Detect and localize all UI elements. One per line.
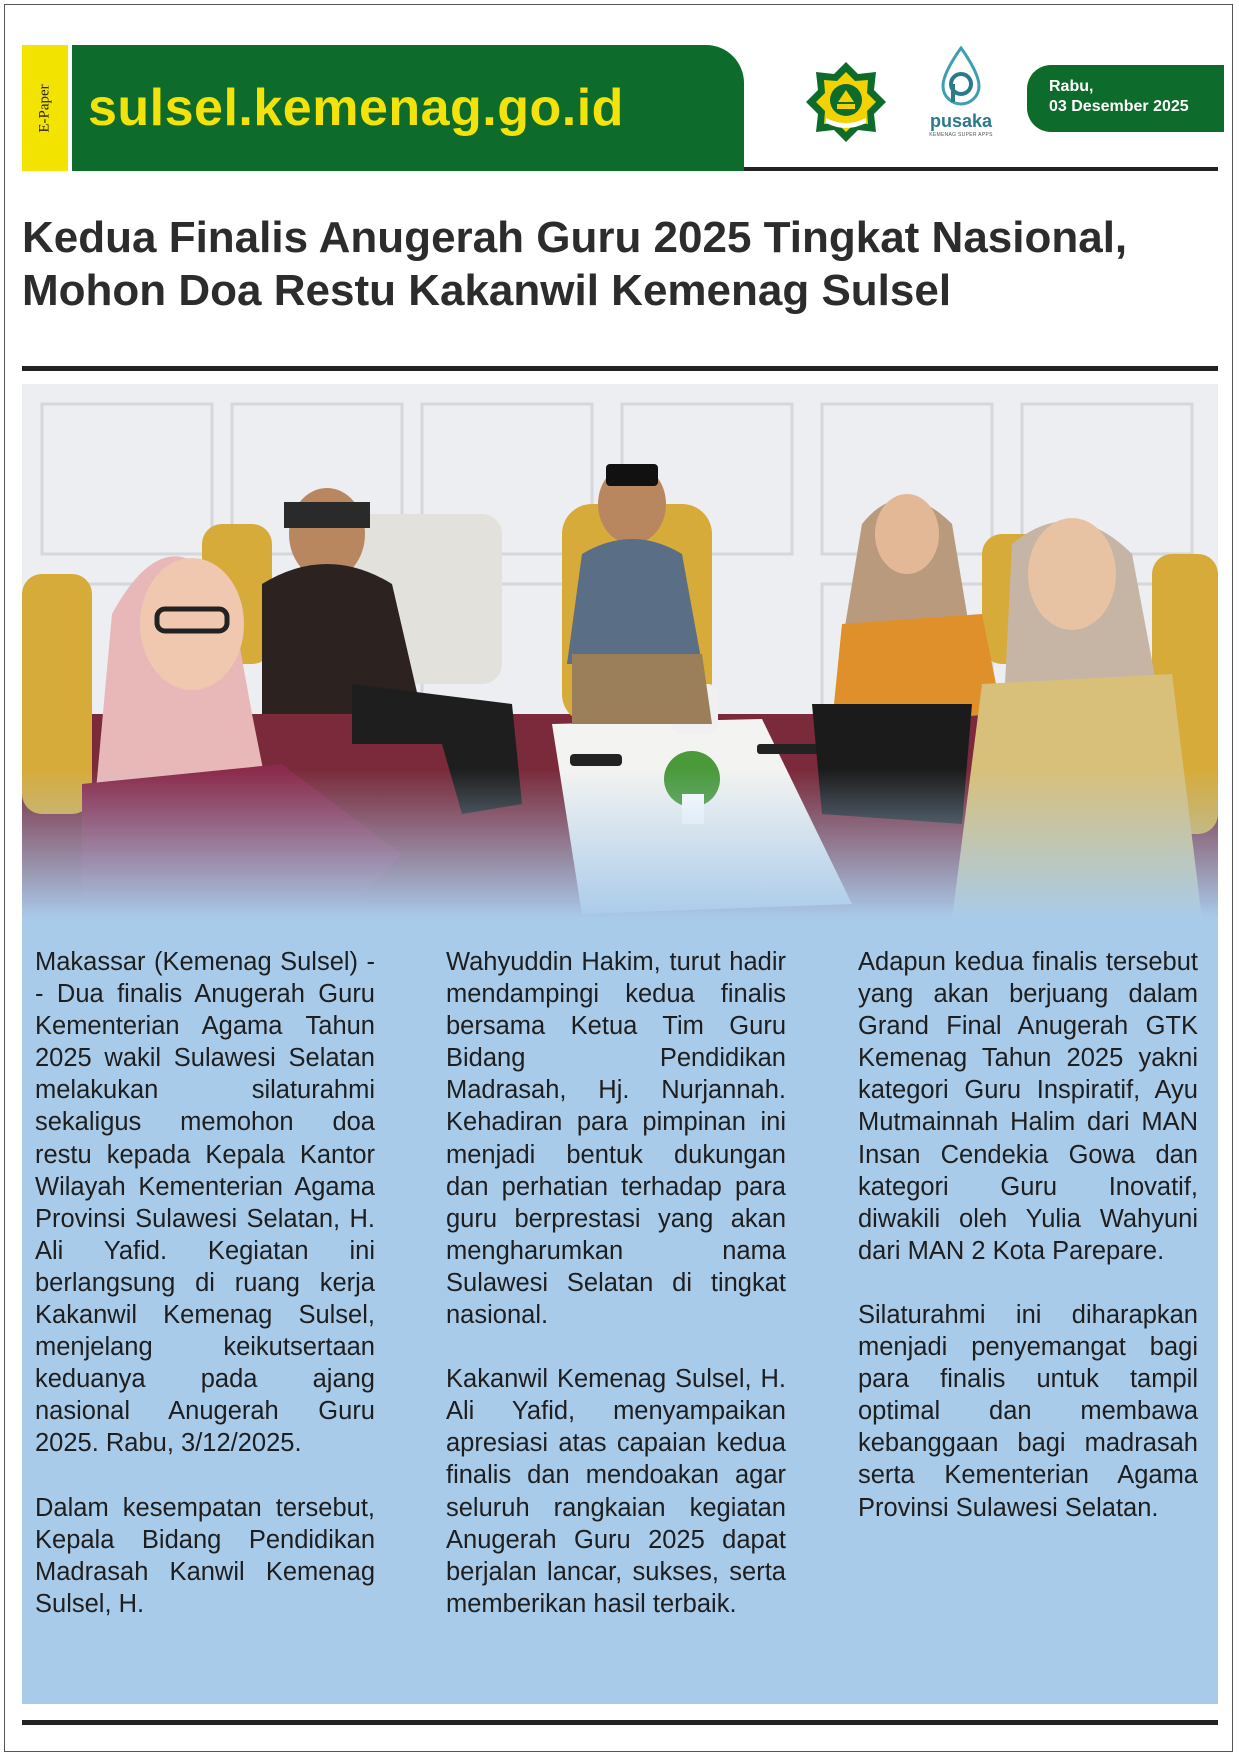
- kemenag-emblem-icon: [804, 60, 888, 144]
- site-url[interactable]: sulsel.kemenag.go.id: [88, 79, 624, 137]
- footer-rule: [22, 1720, 1218, 1725]
- paragraph: Wahyuddin Hakim, turut hadir mendampingi kedua finalis bersama Ketua Tim Guru Bidang Pendidikan Madrasah, Hj. Nurjannah. Kehadiran para pimpinan ini menjadi bentuk dukungan dan perhatian terhadap para guru berprestasi yang akan mengharumkan nama Sulawesi Selatan di tingkat nasional.: [446, 948, 786, 1330]
- headline-line-1: Kedua Finalis Anugerah Guru 2025 Tingkat Nasional,: [22, 213, 1128, 262]
- headline-line-2: Mohon Doa Restu Kakanwil Kemenag Sulsel: [22, 266, 952, 315]
- pusaka-drop-icon: [939, 46, 983, 110]
- meeting-photo-illustration: [22, 384, 1218, 919]
- pusaka-logo: [926, 46, 996, 146]
- headline-rule: [22, 366, 1218, 371]
- paragraph: Makassar (Kemenag Sulsel) -- Dua finalis Anugerah Guru Kementerian Agama Tahun 2025 wakil Sulawesi Selatan melakukan silaturahmi sekaligus memohon doa restu kepada Kepala Kantor Wilayah Kementerian Agama Provinsi Sulawesi Selatan, H. Ali Yafid. Kegiatan ini berlangsung di ruang kerja Kakanwil Kemenag Sulsel, menjelang keikutsertaan keduanya pada ajang nasional Anugerah Guru 2025. Rabu, 3/12/2025.: [35, 948, 375, 1458]
- paragraph: Dalam kesempatan tersebut, Kepala Bidang Pendidikan Madrasah Kanwil Kemenag Sulsel, H.: [35, 1493, 375, 1618]
- site-banner[interactable]: [72, 45, 744, 171]
- header-rule: [744, 167, 1218, 171]
- paragraph: Kakanwil Kemenag Sulsel, H. Ali Yafid, menyampaikan apresiasi atas capaian kedua finalis dan mendoakan agar seluruh rangkaian kegiatan Anugerah Guru 2025 dapat berjalan lancar, sukses, serta memberikan hasil terbaik.: [446, 1365, 786, 1618]
- article-column-1: [35, 946, 375, 1652]
- epaper-label: E-Paper: [36, 83, 53, 133]
- article-column-2: [446, 946, 786, 1652]
- date-badge: [1027, 65, 1224, 132]
- date-day: Rabu,: [1049, 78, 1094, 95]
- pusaka-tagline: KEMENAG SUPER APPS: [929, 132, 993, 138]
- kemenag-logo: [804, 60, 888, 144]
- paragraph: Silaturahmi ini diharapkan menjadi penyemangat bagi para finalis untuk tampil optimal dan membawa kebanggaan bagi madrasah serta Kementerian Agama Provinsi Sulawesi Selatan.: [858, 1300, 1198, 1522]
- pusaka-name: pusaka: [929, 111, 993, 131]
- epaper-tab: [22, 45, 68, 171]
- paragraph: Adapun kedua finalis tersebut yang akan berjuang dalam Grand Final Anugerah GTK Kemenag Tahun 2025 yakni kategori Guru Inspiratif, Ayu Mutmainnah Halim dari MAN Insan Cendekia Gowa dan kategori Guru Inovatif, diwakili oleh Yulia Wahyuni dari MAN 2 Kota Parepare.: [858, 948, 1198, 1265]
- article-photo: [22, 384, 1218, 919]
- headline: [22, 211, 1222, 317]
- date-full: 03 Desember 2025: [1049, 98, 1189, 115]
- article-column-3: [858, 946, 1198, 1556]
